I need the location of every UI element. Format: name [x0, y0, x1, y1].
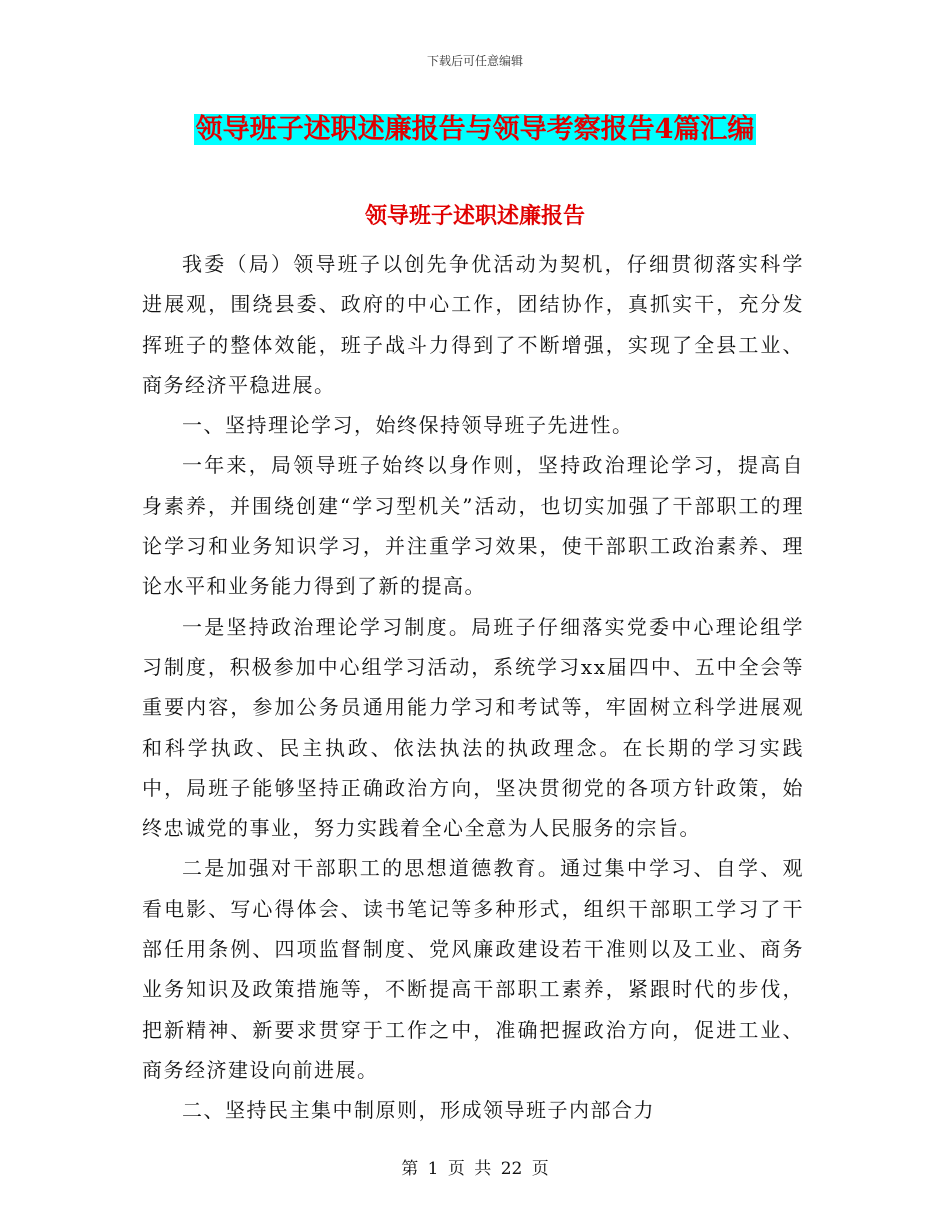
- document-title-text: 领导班子述职述廉报告与领导考察报告4篇汇编: [195, 114, 755, 145]
- paragraph: 我委（局）领导班子以创先争优活动为契机，仔细贯彻落实科学进展观，围绕县委、政府的中心工作，团结协作，真抓实干，充分发挥班子的整体效能，班子战斗力得到了不断增强，实现了全县工业、商务经济平稳进展。: [142, 252, 804, 397]
- paragraph: 一是坚持政治理论学习制度。局班子仔细落实党委中心理论组学习制度，积极参加中心组学习活动，系统学习xx届四中、五中全会等重要内容，参加公务员通用能力学习和考试等，牢固树立科学进展观和科学执政、民主执政、依法执法的执政理念。在长期的学习实践中，局班子能够坚持正确政治方向，坚决贯彻党的各项方针政策，始终忠诚党的事业，努力实践着全心全意为人民服务的宗旨。: [142, 614, 804, 841]
- page-header-note: 下载后可任意编辑: [426, 54, 523, 68]
- paragraph: 二是加强对干部职工的思想道德教育。通过集中学习、自学、观看电影、写心得体会、读书笔记等多种形式，组织干部职工学习了干部任用条例、四项监督制度、党风廉政建设若干准则以及工业、商务业务知识及政策措施等，不断提高干部职工素养，紧跟时代的步伐，把新精神、新要求贯穿于工作之中，准确把握政治方向，促进工业、商务经济建设向前进展。: [142, 856, 804, 1082]
- paragraph: 一年来，局领导班子始终以身作则，坚持政治理论学习，提高自身素养，并围绕创建“学习型机关”活动，也切实加强了干部职工的理论学习和业务知识学习，并注重学习效果，使干部职工政治素养、理论水平和业务能力得到了新的提高。: [142, 453, 804, 599]
- paragraph: 一、坚持理论学习，始终保持领导班子先进性。: [182, 413, 634, 438]
- document-body: [142, 244, 804, 1131]
- document-title: [0, 113, 950, 147]
- section-title: 领导班子述职述廉报告: [364, 203, 585, 229]
- paragraph: 二、坚持民主集中制原则，形成领导班子内部合力: [182, 1098, 655, 1123]
- page-number-footer: 第 1 页 共 22 页: [401, 1159, 549, 1179]
